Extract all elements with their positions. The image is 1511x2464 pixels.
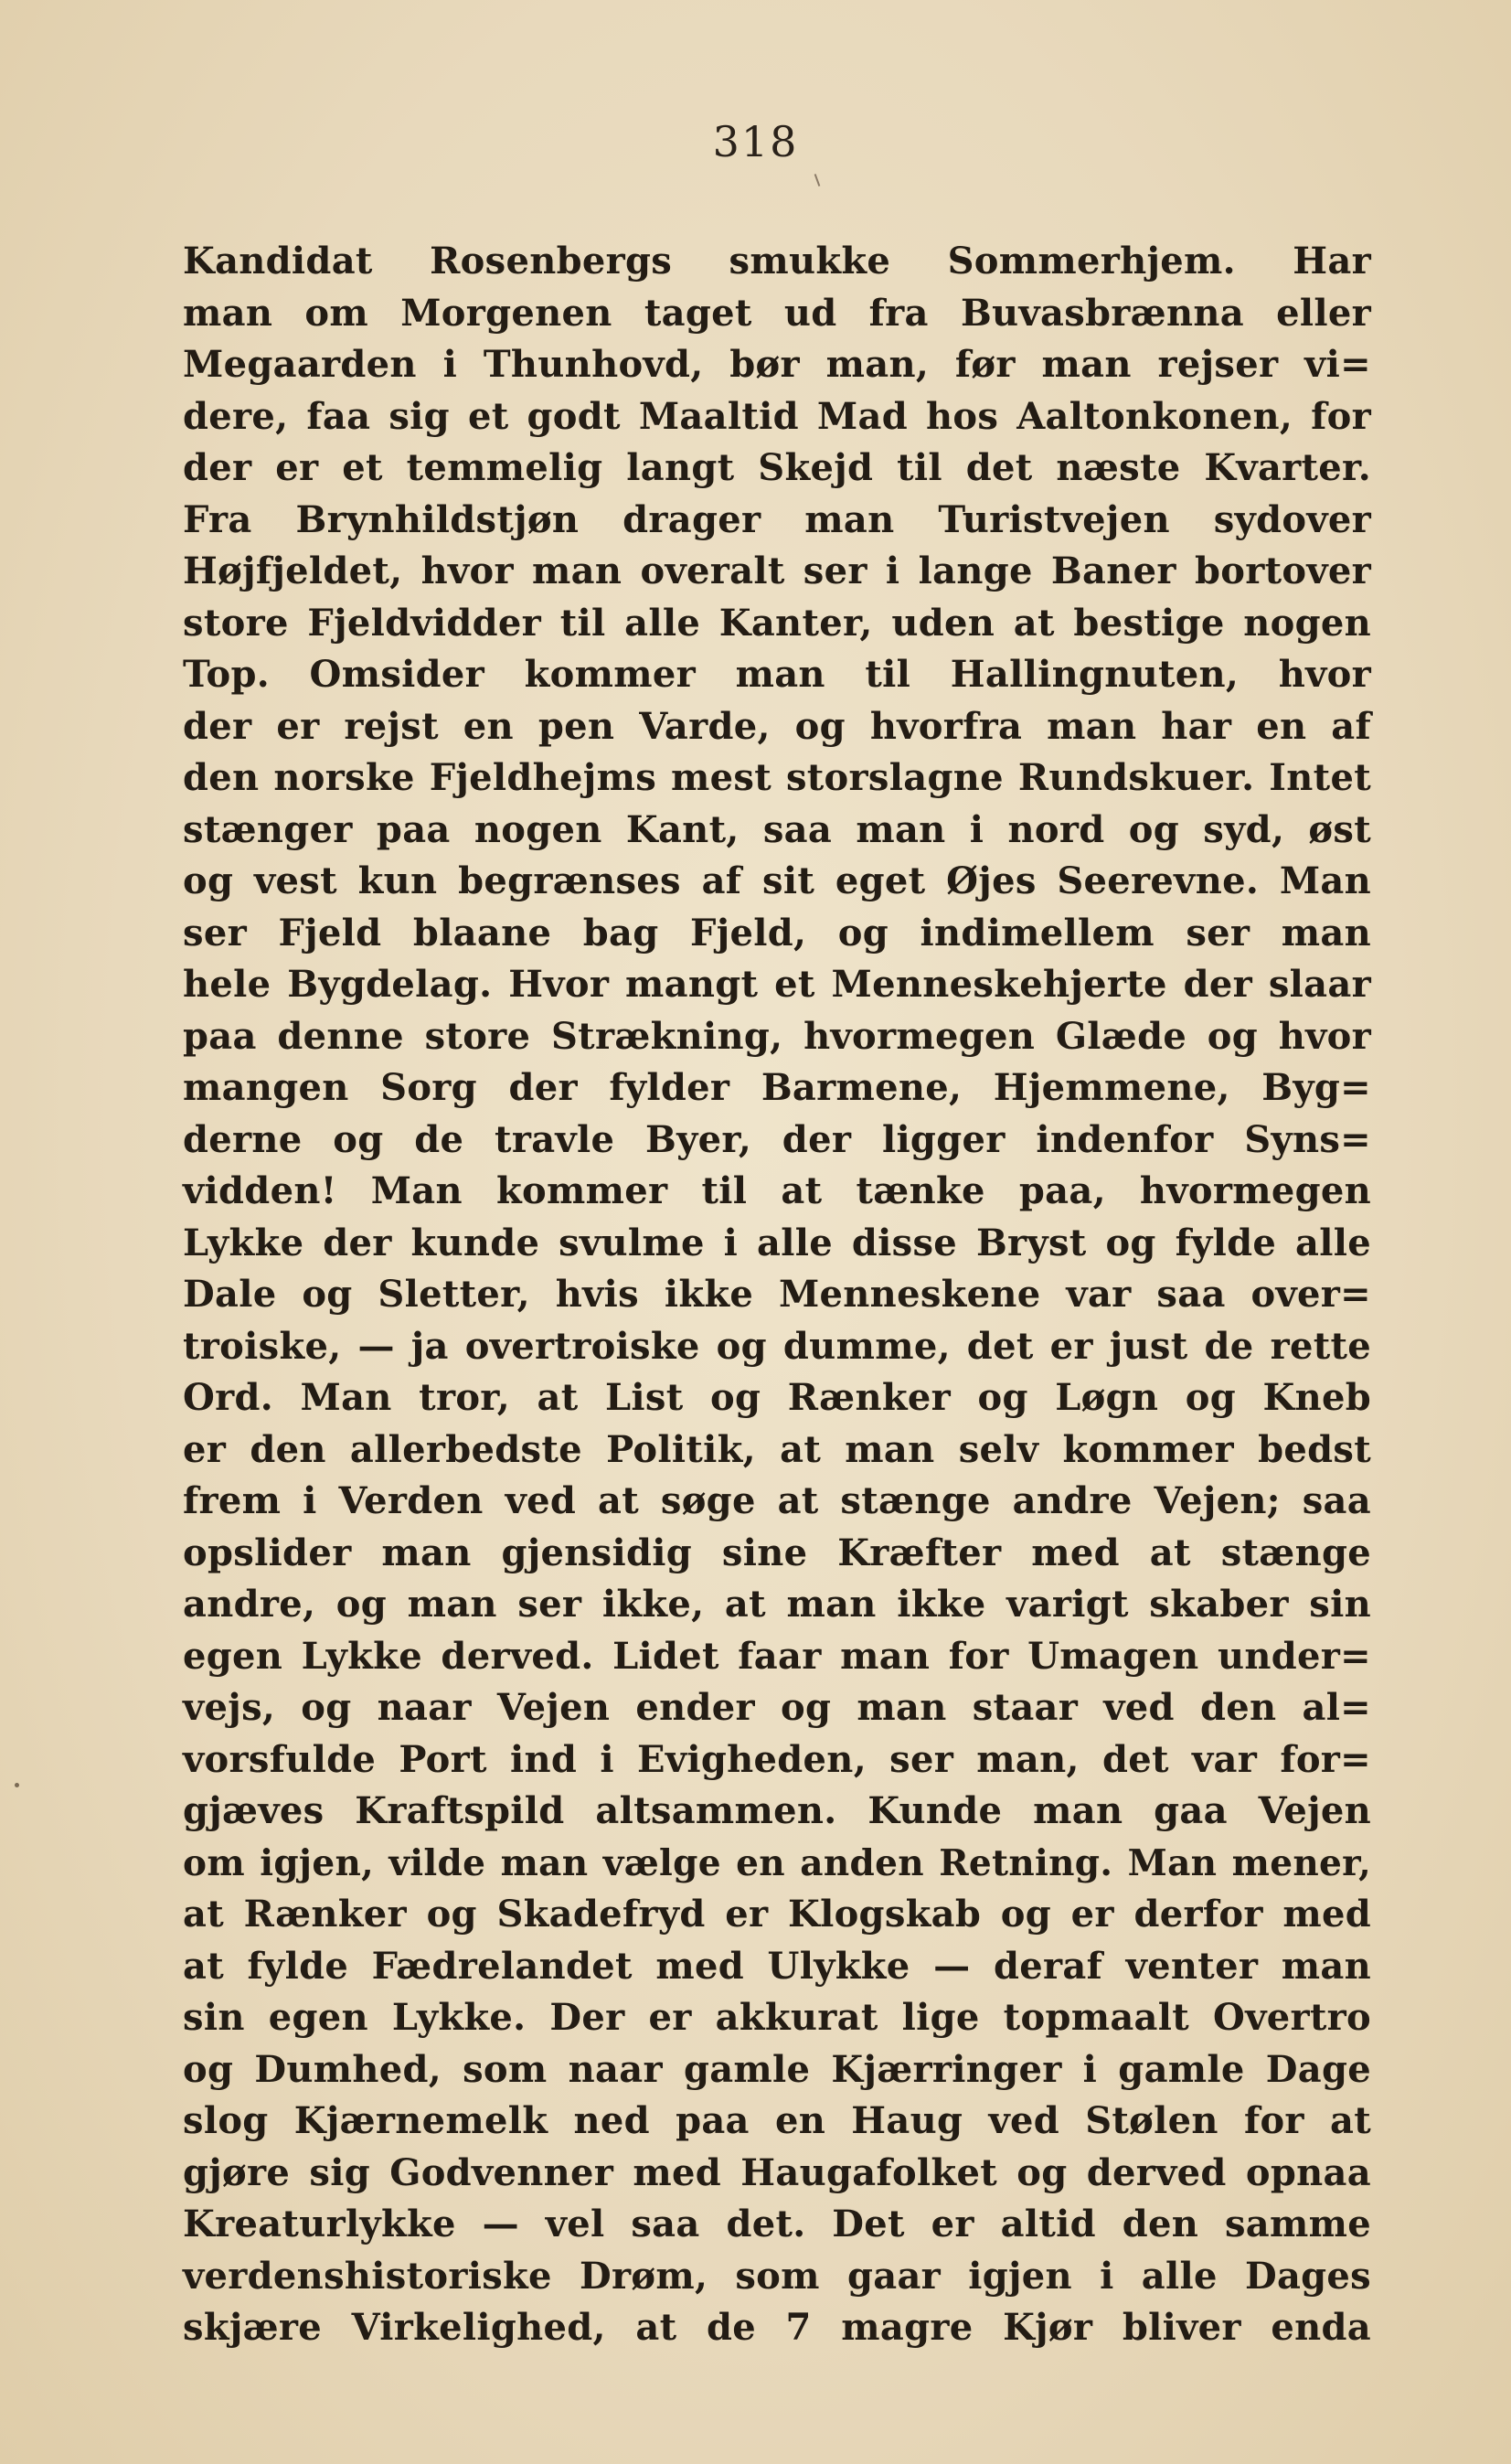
text-line: Kreaturlykke — vel saa det. Det er altid den samme <box>183 2203 1371 2245</box>
text-line: og vest kun begrænses af sit eget Øjes Seerevne. Man <box>183 859 1371 902</box>
text-line: at Rænker og Skadefryd er Klogskab og er derfor med <box>183 1893 1371 1936</box>
text-line: vejs, og naar Vejen ender og man staar ved den al= <box>183 1686 1371 1729</box>
printing-mark <box>814 174 821 187</box>
text-line: gjøre sig Godvenner med Haugafolket og derved opnaa <box>183 2150 1371 2194</box>
text-line: frem i Verden ved at søge at stænge andre Vejen; saa <box>183 1479 1371 1522</box>
text-line: store Fjeldvidder til alle Kanter, uden at bestige nogen <box>183 601 1371 645</box>
page-number: 318 <box>712 117 799 166</box>
text-line: hele Bygdelag. Hvor mangt et Menneskehjerte der slaar <box>183 963 1371 1006</box>
text-line: Fra Brynhildstjøn drager man Turistvejen sydover <box>183 497 1371 541</box>
text-line: egen Lykke derved. Lidet faar man for Umagen under= <box>183 1634 1371 1678</box>
text-line: vidden! Man kommer til at tænke paa, hvormegen <box>183 1169 1371 1212</box>
text-line: stænger paa nogen Kant, saa man i nord og syd, øst <box>183 807 1371 851</box>
text-line: Lykke der kunde svulme i alle disse Bryst og fylde alle <box>183 1221 1371 1264</box>
text-line: ser Fjeld blaane bag Fjeld, og indimellem ser man <box>183 911 1371 955</box>
text-line: og Dumhed, som naar gamle Kjærringer i gamle Dage <box>183 2047 1371 2091</box>
text-line: man om Morgenen taget ud fra Buvasbrænna eller <box>183 291 1371 335</box>
text-line: andre, og man ser ikke, at man ikke varigt skaber sin <box>183 1583 1371 1626</box>
text-line: at fylde Fædrelandet med Ulykke — deraf venter man <box>183 1944 1371 1988</box>
body-text <box>183 236 1371 2354</box>
text-line: der er rejst en pen Varde, og hvorfra man har en af <box>183 704 1371 748</box>
text-line: paa denne store Strækning, hvormegen Glæde og hvor <box>183 1014 1371 1058</box>
text-line: Ord. Man tror, at List og Rænker og Løgn og Kneb <box>183 1376 1371 1419</box>
text-line: mangen Sorg der fylder Barmene, Hjemmene, Byg= <box>183 1066 1371 1109</box>
text-line: Dale og Sletter, hvis ikke Menneskene var saa over= <box>183 1273 1371 1316</box>
text-line: der er et temmelig langt Skejd til det næste Kvarter. <box>183 446 1371 489</box>
text-line: derne og de travle Byer, der ligger indenfor Syns= <box>183 1117 1371 1161</box>
text-line: Højfjeldet, hvor man overalt ser i lange Baner bortover <box>183 549 1371 592</box>
paper-speck <box>15 1783 19 1787</box>
text-line: opslider man gjensidig sine Kræfter med at stænge <box>183 1531 1371 1574</box>
text-line: slog Kjærnemelk ned paa en Haug ved Stølen for at <box>183 2099 1371 2142</box>
text-line: troiske, — ja overtroiske og dumme, det er just de rette <box>183 1324 1371 1368</box>
text-line: Kandidat Rosenbergs smukke Sommerhjem. Har <box>183 240 1371 283</box>
text-line: dere, faa sig et godt Maaltid Mad hos Aaltonkonen, for <box>183 394 1371 438</box>
text-line: den norske Fjeldhejms mest storslagne Rundskuer. Intet <box>183 756 1371 799</box>
text-line: om igjen, vilde man vælge en anden Retning. Man mener, <box>183 1841 1371 1884</box>
text-line: vorsfulde Port ind i Evigheden, ser man, det var for= <box>183 1737 1371 1781</box>
text-line: gjæves Kraftspild altsammen. Kunde man gaa Vejen <box>183 1789 1371 1832</box>
text-line: er den allerbedste Politik, at man selv kommer bedst <box>183 1427 1371 1471</box>
text-line: skjære Virkelighed, at de 7 magre Kjør bliver enda <box>183 2306 1371 2349</box>
text-line: sin egen Lykke. Der er akkurat lige topmaalt Overtro <box>183 1996 1371 2039</box>
text-line: Megaarden i Thunhovd, bør man, før man rejser vi= <box>183 343 1371 386</box>
text-line: verdenshistoriske Drøm, som gaar igjen i alle Dages <box>183 2254 1371 2298</box>
text-line: Top. Omsider kommer man til Hallingnuten, hvor <box>183 653 1371 696</box>
